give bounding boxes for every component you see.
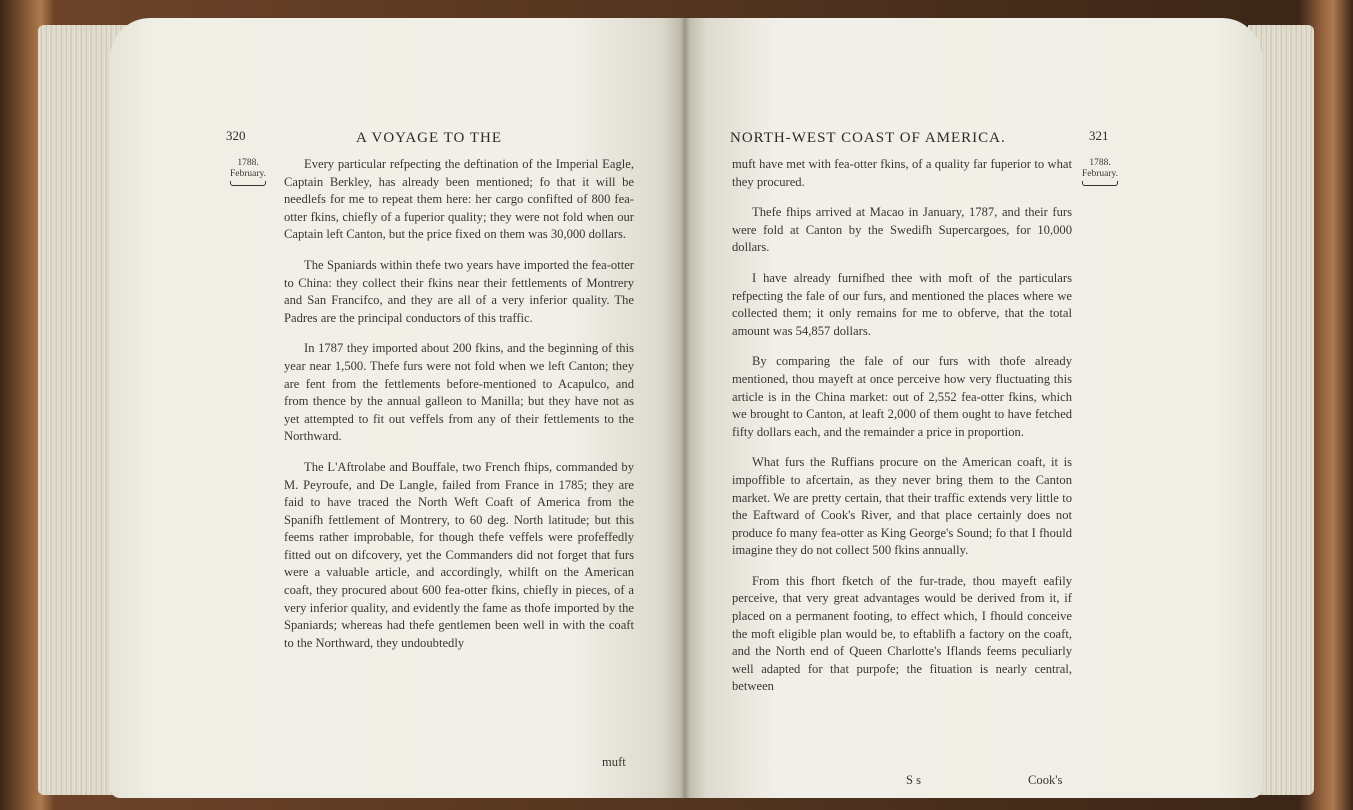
right-paragraph-4: What furs the Ruffians procure on the American coaft, it is impoffible to afcertain, as they never bring them to the Canton market. We are pretty certain, that their traffic extends very little to the Eaftward of Cook's River, and that place certainly does not produce fo many fea-otter as King George's Sound; fo that I fhould imagine they do not collect 500 fkins annually. [732, 455, 1072, 558]
right-signature-mark: S s [906, 773, 922, 787]
right-margin-brace [1082, 181, 1118, 186]
right-paragraph-3: By comparing the fale of our furs with thofe already mentioned, thou mayeft at once perceive how very fluctuating this article is in the China market: out of 2,552 fea-otter fkins, which we brought to Canton, at leaft 2,000 of them ought to have fetched fifty dollars each, and the remainder a price in proportion. [732, 354, 1072, 439]
right-opening-line: muft have met with fea-otter fkins, of a quality far fuperior to what they procured. [732, 157, 1072, 189]
left-margin-brace [230, 181, 266, 186]
left-paragraph-1: Every particular refpecting the deftination of the Imperial Eagle, Captain Berkley, has already been mentioned; fo that it will be needlefs for me to repeat them here: her cargo confifted of 800 fea-otter fkins, chiefly of a fuperior quality; they were not fold when our Captain left Canton, but the price fixed on them was 30,000 dollars. [284, 157, 634, 242]
left-page-number: 320 [226, 128, 246, 143]
right-paragraph-2: I have already furnifhed thee with moft of the particulars refpecting the fale of our furs, and mentioned the places where we collected them; it only remains for me to obferve, that the total amount was 54,857 dollars. [732, 270, 1072, 338]
right-text-column [732, 156, 1072, 702]
left-margin-note [230, 158, 266, 186]
left-margin-month: February. [230, 169, 267, 179]
right-margin-year: 1788. [1089, 158, 1111, 168]
left-running-head: A VOYAGE TO THE [356, 130, 502, 146]
right-running-head: NORTH-WEST COAST OF AMERICA. [730, 130, 1006, 146]
left-text-column [284, 156, 634, 658]
left-catchword: muft [602, 755, 626, 769]
right-margin-month: February. [1082, 169, 1119, 179]
left-paragraph-2: The Spaniards within thefe two years have imported the fea-otter to China: they collect their fkins near their fettlements of Montrery and San Francifco, and they are all of a very inferior quality. The Padres are the principal conductors of this traffic. [284, 257, 634, 325]
right-page-number: 321 [1089, 128, 1109, 143]
right-paragraph-5: From this fhort fketch of the fur-trade, thou mayeft eafily perceive, that very great advantages would be derived from it, if placed on a permanent footing, to effect which, I fhould conceive the moft eligible plan would be, to eftablifh a factory on the coaft, and the North end of Queen Charlotte's Iflands feems peculiarly well adapted for that purpofe; the fituation is nearly central, between [732, 573, 1072, 694]
right-catchword: Cook's [1028, 773, 1063, 787]
right-paragraph-1: Thefe fhips arrived at Macao in January, 1787, and their furs were fold at Canton by the Swedifh Supercargoes, for 10,000 dollars. [732, 205, 1072, 255]
left-paragraph-3: In 1787 they imported about 200 fkins, and the beginning of this year near 1,500. Thefe furs were not fold when we left Canton; they are fent from the fettlements before-mentioned to Acapulco, and from thence by the annual galleon to Manilla; but they have not as yet attempted to fit out veffels from any of their fettlements to the Northward. [284, 341, 634, 444]
left-margin-year: 1788. [237, 158, 259, 168]
left-paragraph-4: The L'Aftrolabe and Bouffale, two French fhips, commanded by M. Peyroufe, and De Langle, failed from France in 1785; they are faid to have traced the North Weft Coaft of America from the Spanifh fettlement of Montrery, to 60 deg. North latitude; but this feems rather improbable, for though thefe veffels were profeffedly fitted out on difcovery, yet the Commanders did not forget that furs were a valuable article, and accordingly, whilft on the American coaft, they procured about 600 fea-otter fkins, chiefly in pieces, of a very inferior quality, and evidently the fame as thofe imported by the Spaniards; whereas had thefe gentlemen been well in with the coaft to the Northward, they undoubtedly [284, 459, 634, 650]
right-margin-note [1082, 158, 1118, 186]
book-gutter [680, 18, 690, 798]
